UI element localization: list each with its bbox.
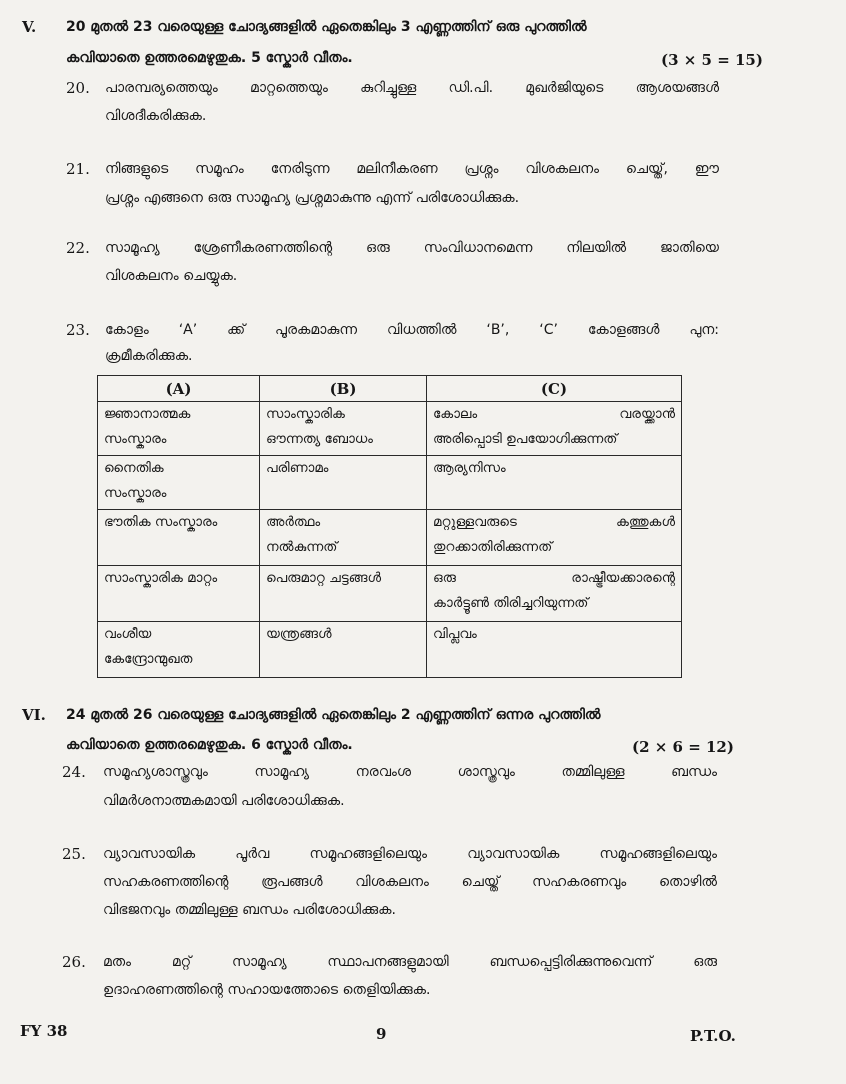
question-21-number: 21. (66, 160, 90, 178)
section-v-number: V. (22, 18, 37, 36)
table-cell (260, 566, 427, 622)
matching-table (97, 375, 682, 678)
question-26-line1: മതം മറ്റ് സാമൂഹ്യ സ്ഥാപനങ്ങളുമായി ബന്ധപ്പെട്ടിരിക്കുന്നുവെന്ന് ഒരു (103, 954, 717, 970)
table-cell (427, 456, 682, 510)
table-row (98, 456, 682, 510)
question-22-line1: സാമൂഹ്യ ശ്രേണീകരണത്തിന്റെ ഒരു സംവിധാനമെന്ന നിലയിൽ ജാതിയെ (105, 240, 719, 256)
cell-text: തുറക്കാതിരിക്കുന്നത് (433, 539, 553, 555)
cell-text: നൈതിക (104, 460, 164, 476)
question-24-line1: സമൂഹ്യശാസ്ത്രവും സാമൂഹ്യ നരവംശ ശാസ്ത്രവും തമ്മിലുള്ള ബന്ധം (103, 764, 717, 780)
cell-text: നൽകുന്നത് (266, 539, 338, 555)
section-vi-instruction-line2: കവിയാതെ ഉത്തരമെഴുതുക. 6 സ്കോർ വീതം. (66, 737, 353, 753)
footer-code: FY 38 (20, 1022, 68, 1040)
question-23-line1: കോളം ‘A’ ക്ക് പൂരകമാകുന്ന വിധത്തിൽ ‘B’, ‘C’ കോളങ്ങൾ പുന: (105, 322, 719, 338)
question-23-line2: ക്രമീകരിക്കുക. (105, 348, 193, 364)
question-22-line2: വിശകലനം ചെയ്യുക. (105, 268, 238, 284)
column-b-header: (B) (260, 376, 427, 402)
question-26-line2: ഉദാഹരണത്തിന്റെ സഹായത്തോടെ തെളിയിക്കുക. (103, 982, 431, 998)
cell-text: സാംസ്കാരിക (266, 406, 345, 422)
question-25-line3: വിഭജനവും തമ്മിലുള്ള ബന്ധം പരിശോധിക്കുക. (103, 902, 396, 918)
cell-text: കാർട്ടൂൺ തിരിച്ചറിയുന്നത് (433, 595, 589, 611)
cell-text: പരിണാമം (266, 460, 329, 476)
question-25-number: 25. (62, 845, 86, 863)
cell-text: പെരുമാറ്റ ചട്ടങ്ങൾ (266, 570, 382, 586)
question-21-line1: നിങ്ങളുടെ സമൂഹം നേരിടുന്ന മലിനീകരണ പ്രശ്നം വിശകലനം ചെയ്ത്, ഈ (105, 161, 719, 177)
table-header-row (98, 376, 682, 402)
table-cell (98, 456, 260, 510)
question-20-line2: വിശദീകരിക്കുക. (105, 108, 207, 124)
cell-text: ഔന്നത്യ ബോധം (266, 431, 373, 447)
cell-text: വംശീയ (104, 626, 152, 642)
cell-text: അരിപ്പൊടി ഉപയോഗിക്കുന്നത് (433, 431, 618, 447)
section-vi-marks: (2 × 6 = 12) (632, 738, 734, 756)
cell-text: ജ്ഞാനാത്മക (104, 406, 191, 422)
question-25-line2: സഹകരണത്തിന്റെ രൂപങ്ങൾ വിശകലനം ചെയ്ത് സഹകരണവും തൊഴിൽ (103, 874, 717, 890)
section-vi-instruction-line1: 24 മുതൽ 26 വരെയുള്ള ചോദ്യങ്ങളിൽ ഏതെങ്കിലും 2 എണ്ണത്തിന് ഒന്നര പുറത്തിൽ (66, 707, 601, 723)
table-row (98, 402, 682, 456)
cell-text: കോലം വരയ്ക്കാൻ (433, 406, 675, 422)
cell-text: സംസ്കാരം (104, 431, 167, 447)
table-row (98, 510, 682, 566)
page-number: 9 (376, 1025, 387, 1043)
column-c-header: (C) (427, 376, 682, 402)
table-cell (260, 510, 427, 566)
cell-text: ഭൗതിക സംസ്കാരം (104, 514, 218, 530)
table-cell (98, 622, 260, 678)
cell-text: കേന്ദ്രോന്മുഖത (104, 651, 193, 667)
cell-text: വിപ്ലവം (433, 626, 477, 642)
cell-text: ഒരു രാഷ്ട്രീയക്കാരന്റെ (433, 570, 675, 586)
section-v-instruction-line1: 20 മുതൽ 23 വരെയുള്ള ചോദ്യങ്ങളിൽ ഏതെങ്കിലും 3 എണ്ണത്തിന് ഒരു പുറത്തിൽ (66, 19, 587, 35)
section-v-instruction-line2: കവിയാതെ ഉത്തരമെഴുതുക. 5 സ്കോർ വീതം. (66, 50, 353, 66)
question-26-number: 26. (62, 953, 86, 971)
table-cell (260, 622, 427, 678)
section-vi-number: VI. (22, 706, 46, 724)
question-24-number: 24. (62, 763, 86, 781)
question-20-line1: പാരമ്പര്യത്തെയും മാറ്റത്തെയും കുറിച്ചുള്ള ഡി.പി. മുഖർജിയുടെ ആശയങ്ങൾ (105, 80, 719, 96)
question-23-number: 23. (66, 321, 90, 339)
table-cell (98, 402, 260, 456)
table-cell (260, 456, 427, 510)
table-cell (98, 510, 260, 566)
please-turn-over: P.T.O. (690, 1027, 736, 1045)
table-cell (427, 402, 682, 456)
section-v-marks: (3 × 5 = 15) (661, 51, 763, 69)
table-cell (427, 622, 682, 678)
question-21-line2: പ്രശ്നം എങ്ങനെ ഒരു സാമൂഹ്യ പ്രശ്നമാകുന്നു എന്ന് പരിശോധിക്കുക. (105, 190, 520, 206)
cell-text: അർത്ഥം (266, 514, 321, 530)
question-20-number: 20. (66, 79, 90, 97)
table-cell (98, 566, 260, 622)
table-cell (260, 402, 427, 456)
question-25-line1: വ്യാവസായിക പൂർവ സമൂഹങ്ങളിലെയും വ്യാവസായിക സമൂഹങ്ങളിലെയും (103, 846, 717, 862)
table-cell (427, 510, 682, 566)
table-cell (427, 566, 682, 622)
question-24-line2: വിമർശനാത്മകമായി പരിശോധിക്കുക. (103, 793, 345, 809)
table-row (98, 566, 682, 622)
cell-text: സംസ്കാരം (104, 485, 167, 501)
column-a-header: (A) (98, 376, 260, 402)
question-22-number: 22. (66, 239, 90, 257)
cell-text: ആര്യനിസം (433, 460, 506, 476)
cell-text: യന്ത്രങ്ങൾ (266, 626, 332, 642)
cell-text: സാംസ്കാരിക മാറ്റം (104, 570, 218, 586)
cell-text: മറ്റുള്ളവരുടെ കത്തുകൾ (433, 514, 675, 530)
table-row (98, 622, 682, 678)
